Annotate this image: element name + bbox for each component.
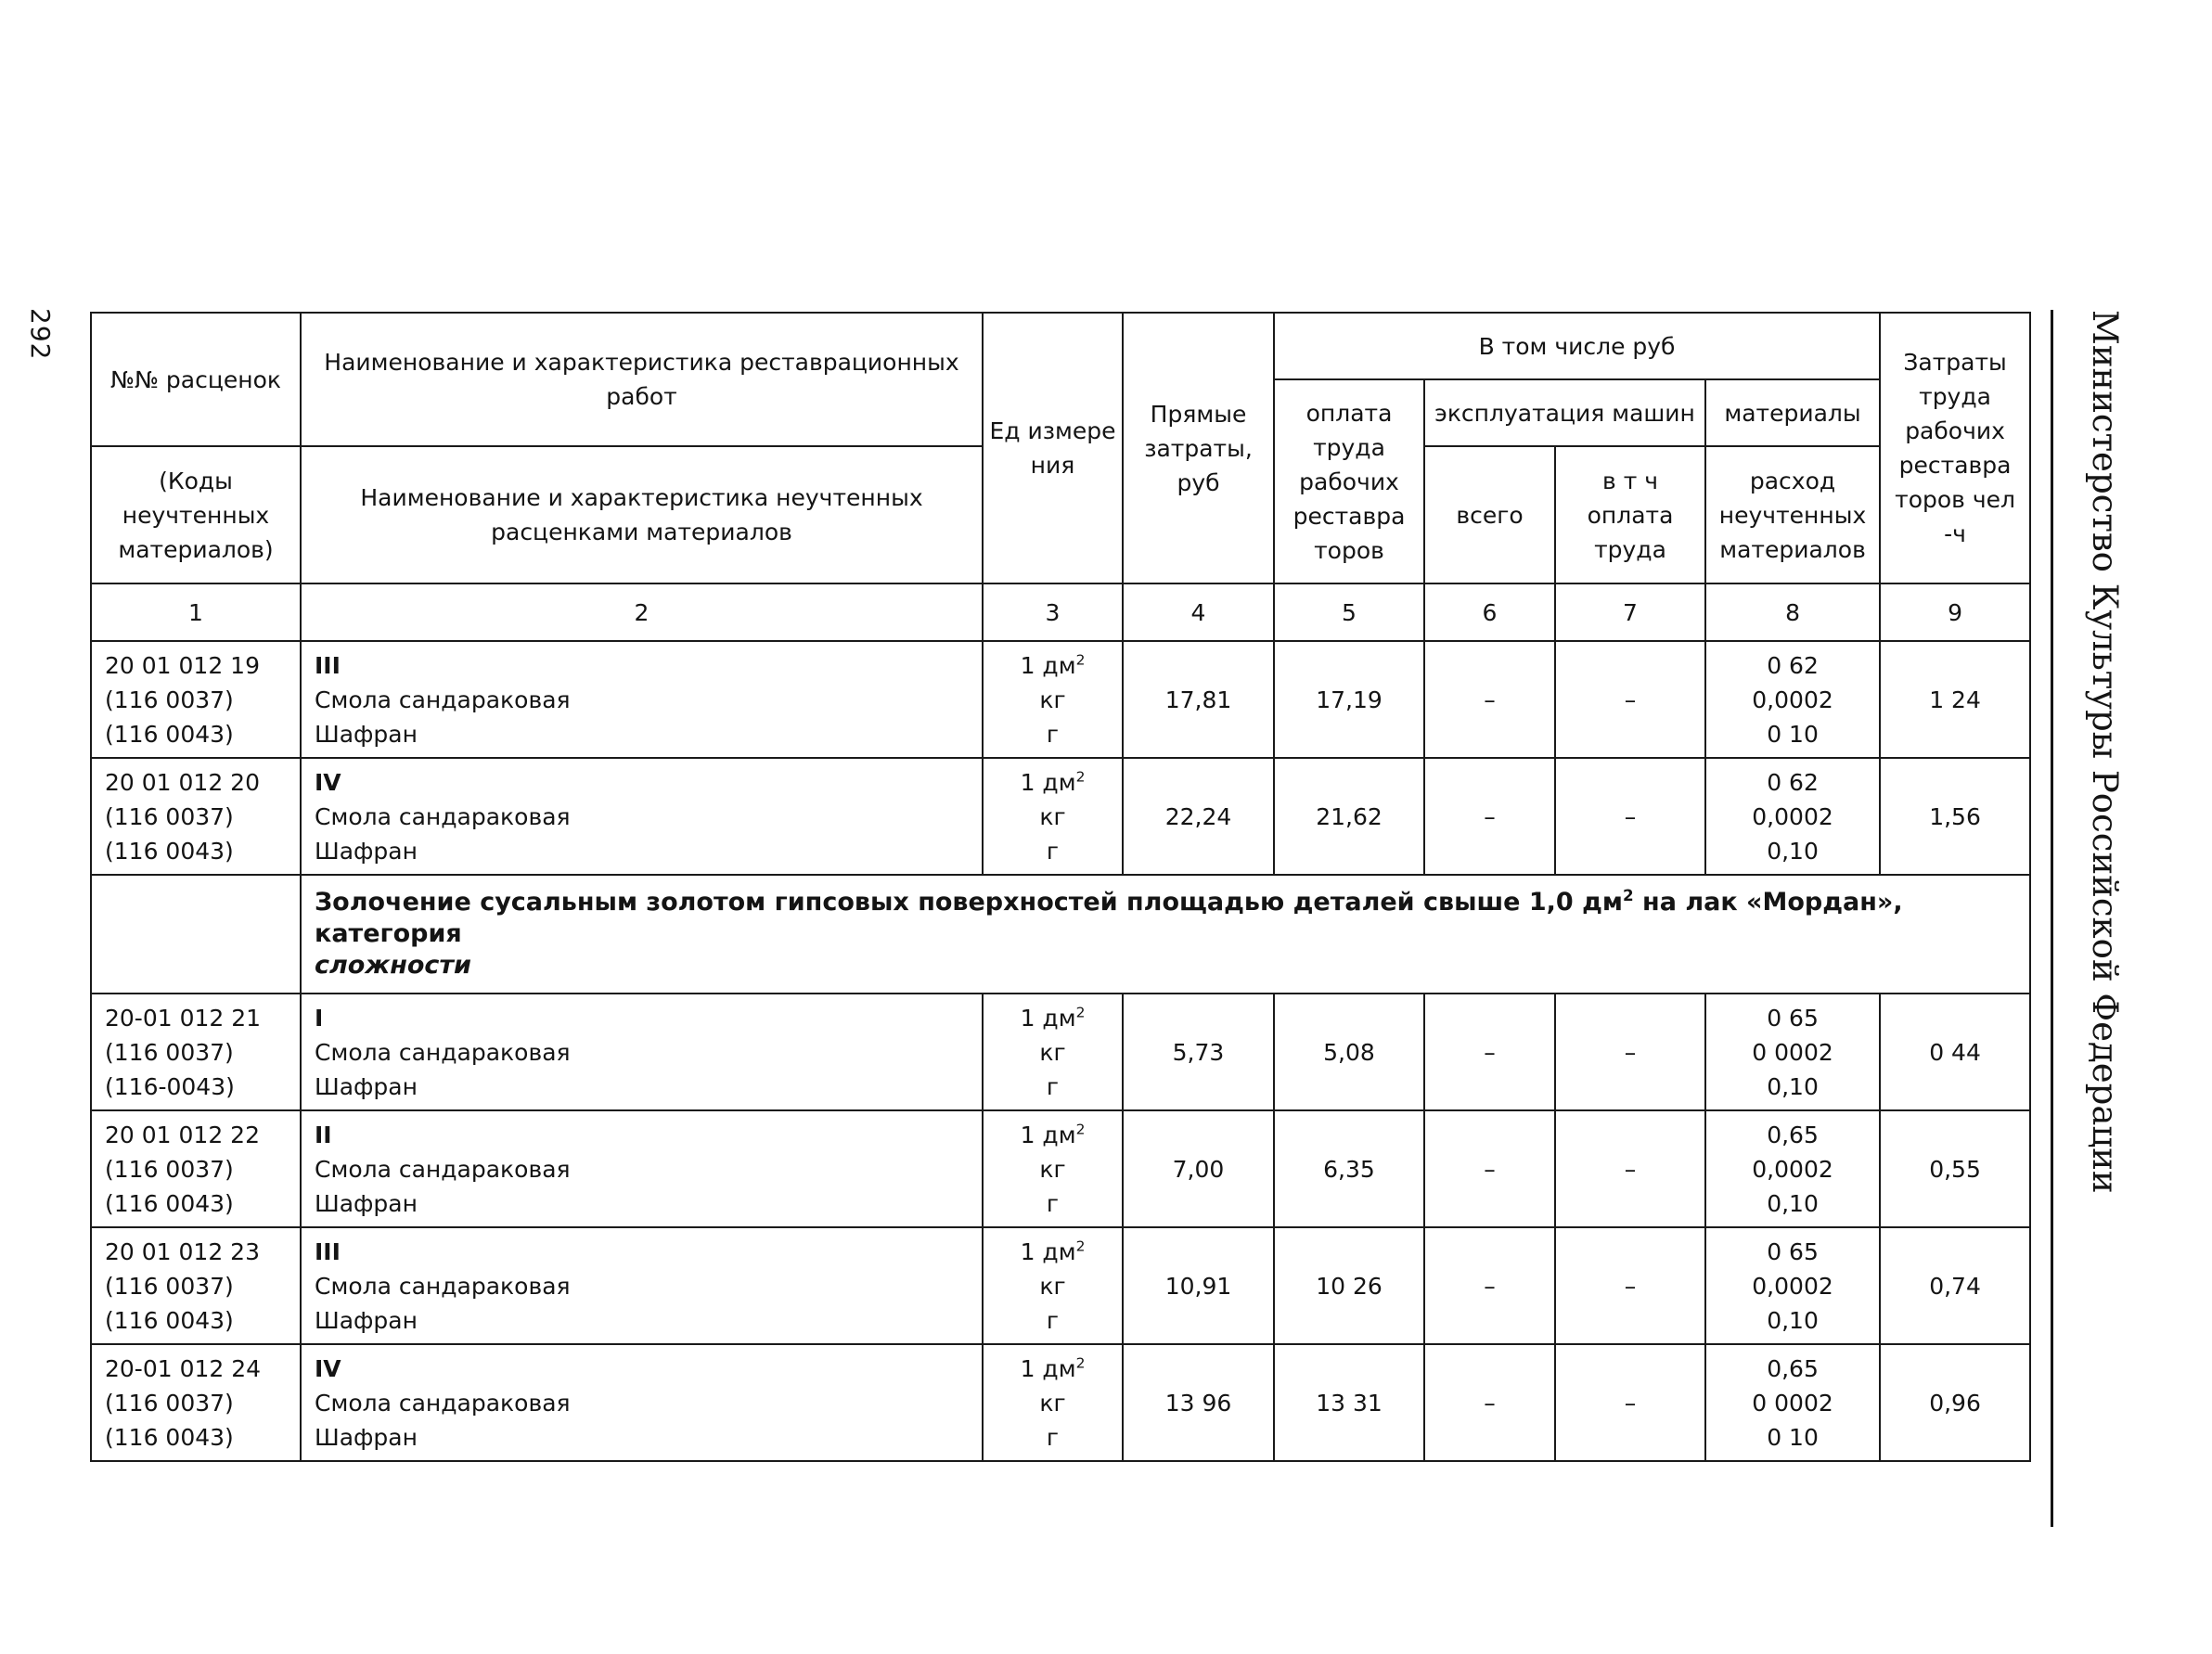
unit-value: 1 дм — [1020, 768, 1076, 796]
unit-value: г — [1046, 1306, 1060, 1334]
labor-pay-value: 5,08 — [1274, 994, 1424, 1110]
materials-value: 0,10 — [1767, 1306, 1819, 1334]
table-row — [91, 1110, 2030, 1227]
unit-value: кг — [1039, 1272, 1066, 1300]
section-title-exponent: 2 — [1623, 886, 1634, 904]
materials-value: 0 10 — [1767, 1423, 1819, 1451]
column-number: 8 — [1705, 583, 1880, 641]
section-title-text: Золочение сусальным золотом гипсовых поверхностей площадью деталей свыше 1,0 дм — [315, 888, 1623, 917]
section-row — [91, 875, 2030, 994]
unit-exponent: 2 — [1075, 1004, 1086, 1021]
labor-costs-value: 0,74 — [1880, 1227, 2030, 1344]
rate-codes-cell — [91, 1227, 301, 1344]
materials-cell — [1705, 1227, 1880, 1344]
material-code: (116 0037) — [105, 1389, 234, 1417]
material-name: Смола сандараковая — [315, 1038, 571, 1066]
unit-value: 1 дм — [1020, 1121, 1076, 1148]
machines-labor-value: – — [1555, 1227, 1705, 1344]
labor-pay-value: 6,35 — [1274, 1110, 1424, 1227]
column-number: 9 — [1880, 583, 2030, 641]
unit-value: кг — [1039, 1389, 1066, 1417]
unit-cell — [983, 758, 1123, 875]
unit-value: г — [1046, 1189, 1060, 1217]
labor-costs-value: 0,55 — [1880, 1110, 2030, 1227]
works-cell — [301, 641, 983, 758]
works-cell — [301, 758, 983, 875]
material-code: (116 0043) — [105, 1423, 234, 1451]
unit-cell — [983, 994, 1123, 1110]
header-labor-pay: оплата труда рабочих реставра торов — [1274, 379, 1424, 583]
unit-cell — [983, 1110, 1123, 1227]
machines-total-value: – — [1424, 1227, 1555, 1344]
column-number: 4 — [1123, 583, 1274, 641]
unit-value: 1 дм — [1020, 1004, 1076, 1032]
labor-costs-value: 0,96 — [1880, 1344, 2030, 1461]
column-number: 1 — [91, 583, 301, 641]
materials-cell — [1705, 641, 1880, 758]
unit-exponent: 2 — [1075, 1121, 1086, 1138]
labor-costs-value: 0 44 — [1880, 994, 2030, 1110]
material-code: (116 0043) — [105, 837, 234, 865]
labor-pay-value: 10 26 — [1274, 1227, 1424, 1344]
materials-value: 0,10 — [1767, 1189, 1819, 1217]
direct-costs-value: 7,00 — [1123, 1110, 1274, 1227]
header-materials-usage: расход неучтенных материалов — [1705, 446, 1880, 583]
material-name: Шафран — [315, 837, 418, 865]
material-name: Смола сандараковая — [315, 1389, 571, 1417]
rate-code: 20 01 012 22 — [105, 1121, 260, 1148]
unit-value: 1 дм — [1020, 651, 1076, 679]
materials-value: 0 65 — [1767, 1237, 1819, 1265]
rate-code: 20 01 012 23 — [105, 1237, 260, 1265]
rate-code: 20 01 012 20 — [105, 768, 260, 796]
materials-value: 0 0002 — [1752, 1389, 1833, 1417]
machines-labor-value: – — [1555, 1110, 1705, 1227]
table-row — [91, 641, 2030, 758]
works-cell — [301, 1110, 983, 1227]
column-number: 3 — [983, 583, 1123, 641]
material-name: Смола сандараковая — [315, 1155, 571, 1183]
complexity-category: IV — [315, 768, 341, 796]
section-title — [301, 875, 2030, 994]
material-name: Шафран — [315, 1072, 418, 1100]
unit-cell — [983, 1344, 1123, 1461]
material-code: (116 0037) — [105, 686, 234, 713]
rates-table — [90, 312, 2031, 1462]
rate-codes-cell — [91, 758, 301, 875]
unit-value: кг — [1039, 1155, 1066, 1183]
direct-costs-value: 13 96 — [1123, 1344, 1274, 1461]
labor-costs-value: 1,56 — [1880, 758, 2030, 875]
material-name: Шафран — [315, 720, 418, 748]
rate-codes-cell — [91, 1110, 301, 1227]
unit-exponent: 2 — [1075, 1237, 1086, 1255]
unit-value: г — [1046, 837, 1060, 865]
section-empty-cell — [91, 875, 301, 994]
materials-value: 0 65 — [1767, 1004, 1819, 1032]
labor-pay-value: 17,19 — [1274, 641, 1424, 758]
labor-pay-value: 13 31 — [1274, 1344, 1424, 1461]
unit-value: 1 дм — [1020, 1354, 1076, 1382]
header-direct-costs: Прямые затраты, руб — [1123, 313, 1274, 583]
table-row — [91, 1227, 2030, 1344]
material-code: (116 0037) — [105, 1038, 234, 1066]
labor-pay-value: 21,62 — [1274, 758, 1424, 875]
direct-costs-value: 17,81 — [1123, 641, 1274, 758]
material-name: Смола сандараковая — [315, 1272, 571, 1300]
machines-labor-value: – — [1555, 641, 1705, 758]
complexity-category: III — [315, 651, 341, 679]
direct-costs-value: 5,73 — [1123, 994, 1274, 1110]
complexity-category: III — [315, 1237, 341, 1265]
unit-cell — [983, 1227, 1123, 1344]
labor-costs-value: 1 24 — [1880, 641, 2030, 758]
material-code: (116 0043) — [105, 1306, 234, 1334]
material-name: Смола сандараковая — [315, 686, 571, 713]
header-rate-numbers: №№ расценок — [91, 313, 301, 446]
rate-codes-cell — [91, 1344, 301, 1461]
table-row — [91, 1344, 2030, 1461]
header-machines-total: всего — [1424, 446, 1555, 583]
column-number: 5 — [1274, 583, 1424, 641]
section-title-italic: сложности — [315, 951, 471, 980]
material-code: (116 0037) — [105, 1155, 234, 1183]
column-number: 2 — [301, 583, 983, 641]
direct-costs-value: 22,24 — [1123, 758, 1274, 875]
material-code: (116 0043) — [105, 720, 234, 748]
material-code: (116 0037) — [105, 1272, 234, 1300]
column-number: 7 — [1555, 583, 1705, 641]
materials-cell — [1705, 1344, 1880, 1461]
table-row — [91, 994, 2030, 1110]
header-labor-costs: Затраты труда рабочих реставра торов чел -ч — [1880, 313, 2030, 583]
machines-labor-value: – — [1555, 994, 1705, 1110]
materials-cell — [1705, 1110, 1880, 1227]
direct-costs-value: 10,91 — [1123, 1227, 1274, 1344]
materials-value: 0,0002 — [1752, 1272, 1833, 1300]
section-title-text: на лак «Мордан», категория — [315, 888, 1903, 948]
unit-exponent: 2 — [1075, 768, 1086, 786]
page-number: 292 — [25, 308, 56, 361]
running-title: Министерство Культуры Российской Федерации — [2085, 310, 2125, 1194]
materials-value: 0 10 — [1767, 720, 1819, 748]
rate-code: 20 01 012 19 — [105, 651, 260, 679]
works-cell — [301, 994, 983, 1110]
running-title-rule — [2051, 310, 2053, 1527]
machines-labor-value: – — [1555, 758, 1705, 875]
complexity-category: IV — [315, 1354, 341, 1382]
rate-codes-cell — [91, 994, 301, 1110]
unit-exponent: 2 — [1075, 1354, 1086, 1372]
materials-value: 0,0002 — [1752, 686, 1833, 713]
header-including: В том числе руб — [1274, 313, 1880, 379]
machines-total-value: – — [1424, 994, 1555, 1110]
rate-code: 20-01 012 21 — [105, 1004, 262, 1032]
materials-value: 0,0002 — [1752, 1155, 1833, 1183]
unit-value: г — [1046, 720, 1060, 748]
materials-value: 0,0002 — [1752, 802, 1833, 830]
column-numbers-row — [91, 583, 2030, 641]
materials-cell — [1705, 758, 1880, 875]
works-cell — [301, 1344, 983, 1461]
materials-value: 0 0002 — [1752, 1038, 1833, 1066]
rate-code: 20-01 012 24 — [105, 1354, 262, 1382]
machines-total-value: – — [1424, 641, 1555, 758]
materials-value: 0 62 — [1767, 651, 1819, 679]
unit-value: г — [1046, 1072, 1060, 1100]
complexity-category: I — [315, 1004, 324, 1032]
unit-value: кг — [1039, 802, 1066, 830]
machines-labor-value: – — [1555, 1344, 1705, 1461]
machines-total-value: – — [1424, 1344, 1555, 1461]
unit-value: кг — [1039, 686, 1066, 713]
material-code: (116 0043) — [105, 1189, 234, 1217]
unit-cell — [983, 641, 1123, 758]
materials-value: 0,65 — [1767, 1121, 1819, 1148]
unit-exponent: 2 — [1075, 651, 1086, 669]
materials-value: 0,10 — [1767, 1072, 1819, 1100]
header-materials: материалы — [1705, 379, 1880, 446]
header-material-codes: (Коды неучтенных материалов) — [91, 446, 301, 583]
material-name: Шафран — [315, 1423, 418, 1451]
material-name: Шафран — [315, 1189, 418, 1217]
material-code: (116-0043) — [105, 1072, 235, 1100]
header-works-name: Наименование и характеристика реставрационных работ — [301, 313, 983, 446]
unit-value: кг — [1039, 1038, 1066, 1066]
materials-value: 0,10 — [1767, 837, 1819, 865]
header-machines-labor: в т ч оплата труда — [1555, 446, 1705, 583]
unit-value: 1 дм — [1020, 1237, 1076, 1265]
column-number: 6 — [1424, 583, 1555, 641]
header-materials-name: Наименование и характеристика неучтенных расценками материалов — [301, 446, 983, 583]
header-unit: Ед измере ния — [983, 313, 1123, 583]
rate-codes-cell — [91, 641, 301, 758]
material-name: Смола сандараковая — [315, 802, 571, 830]
complexity-category: II — [315, 1121, 332, 1148]
works-cell — [301, 1227, 983, 1344]
header-machines: эксплуатация машин — [1424, 379, 1705, 446]
table-row — [91, 758, 2030, 875]
materials-cell — [1705, 994, 1880, 1110]
unit-value: г — [1046, 1423, 1060, 1451]
material-name: Шафран — [315, 1306, 418, 1334]
materials-value: 0 62 — [1767, 768, 1819, 796]
material-code: (116 0037) — [105, 802, 234, 830]
materials-value: 0,65 — [1767, 1354, 1819, 1382]
machines-total-value: – — [1424, 758, 1555, 875]
machines-total-value: – — [1424, 1110, 1555, 1227]
